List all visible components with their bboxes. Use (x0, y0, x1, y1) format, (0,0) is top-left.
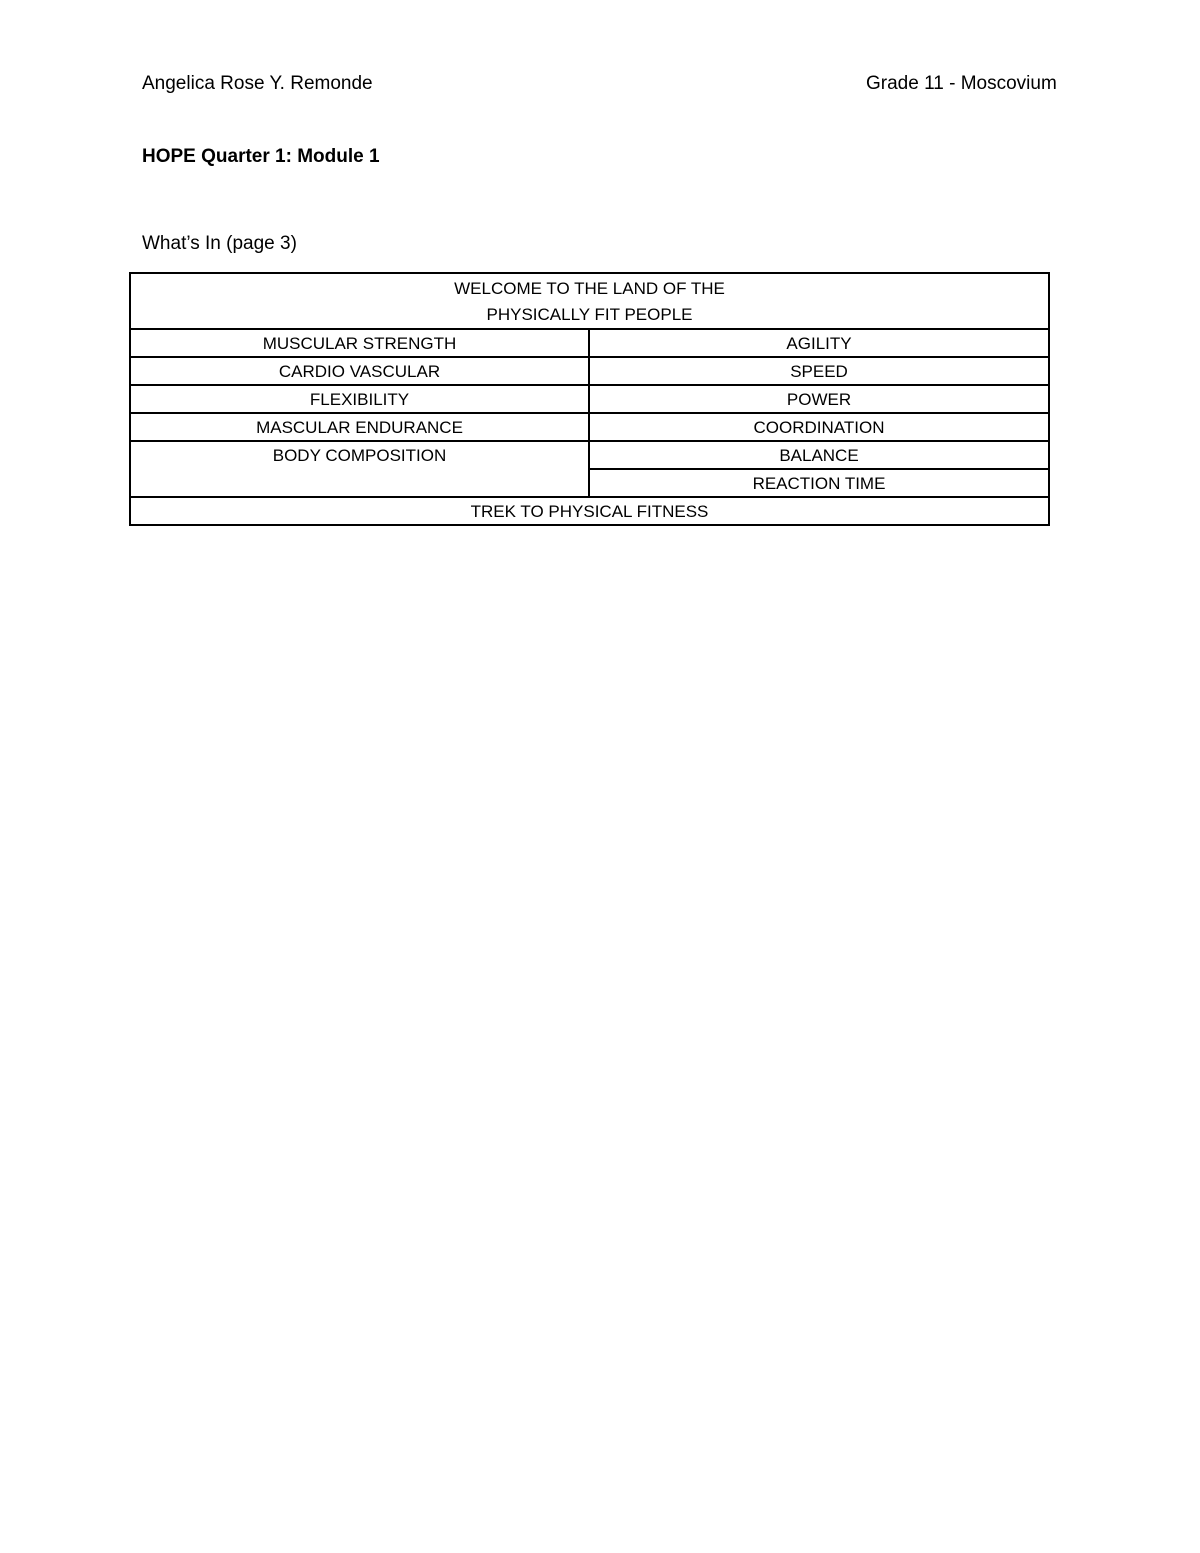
table-row (130, 413, 1049, 441)
table-title-cell (130, 273, 1049, 329)
table-row (130, 329, 1049, 357)
health-component-cell: MUSCULAR STRENGTH (130, 329, 589, 357)
student-name: Angelica Rose Y. Remonde (142, 73, 373, 94)
health-component-cell: BODY COMPOSITION (130, 441, 589, 497)
table-title-line-1: WELCOME TO THE LAND OF THE (454, 279, 725, 298)
skill-component-cell: REACTION TIME (589, 469, 1049, 497)
skill-component-cell: COORDINATION (589, 413, 1049, 441)
skill-component-cell: POWER (589, 385, 1049, 413)
skill-component-cell: BALANCE (589, 441, 1049, 469)
table-row (130, 357, 1049, 385)
table-footer-row (130, 497, 1049, 525)
health-component-cell: FLEXIBILITY (130, 385, 589, 413)
table-row (130, 385, 1049, 413)
skill-component-cell: SPEED (589, 357, 1049, 385)
skill-component-cell: AGILITY (589, 329, 1049, 357)
health-component-cell: CARDIO VASCULAR (130, 357, 589, 385)
grade-section: Grade 11 - Moscovium (866, 73, 1057, 94)
table-title-line-2: PHYSICALLY FIT PEOPLE (486, 305, 693, 324)
fitness-table (129, 272, 1050, 526)
document-title: HOPE Quarter 1: Module 1 (142, 146, 380, 167)
table-footer-cell: TREK TO PHYSICAL FITNESS (130, 497, 1049, 525)
table-row (130, 441, 1049, 469)
table-title-row (130, 273, 1049, 329)
health-component-cell: MASCULAR ENDURANCE (130, 413, 589, 441)
section-label: What’s In (page 3) (142, 233, 297, 254)
